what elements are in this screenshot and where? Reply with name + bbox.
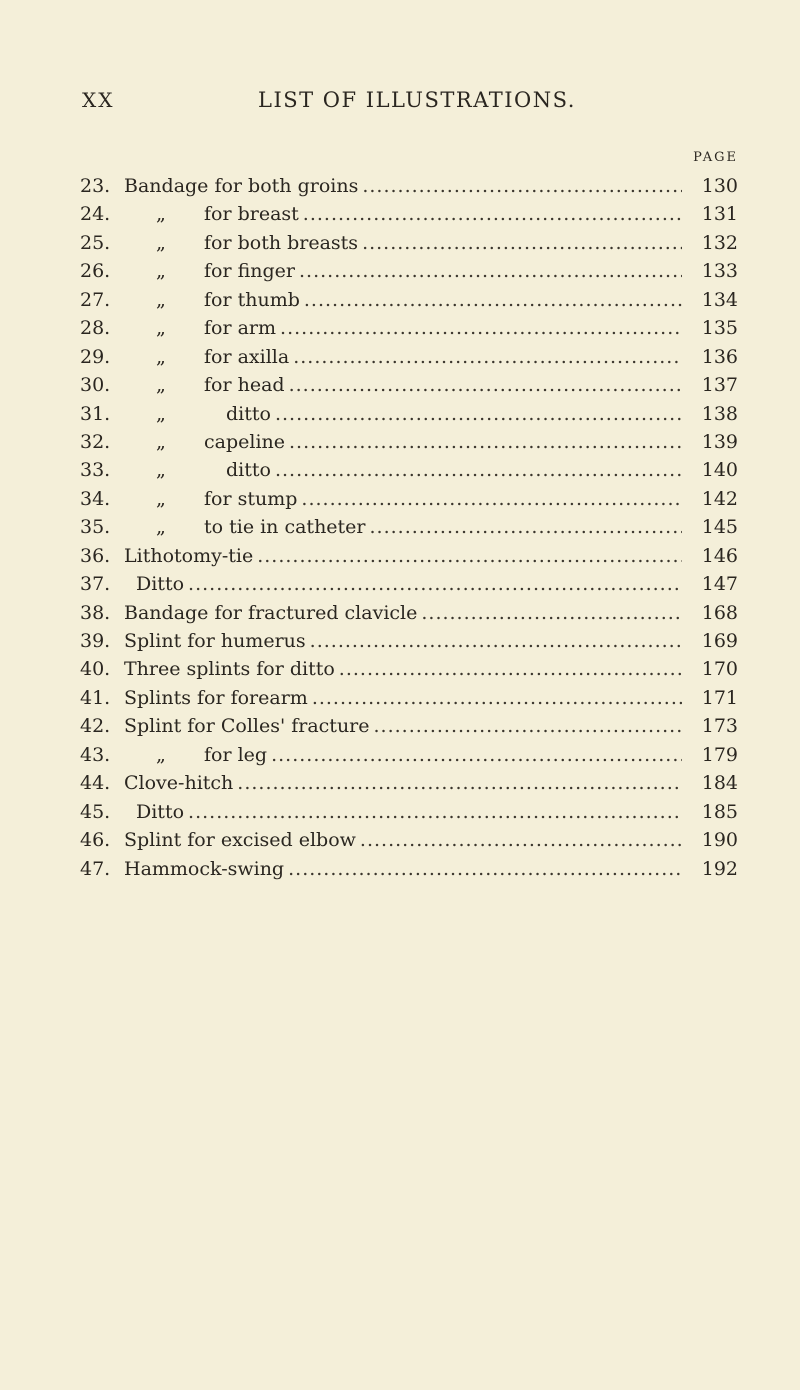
figure-number: 47. — [80, 857, 111, 880]
entry-text: for head — [204, 374, 285, 397]
dot-leader — [289, 428, 682, 456]
page-number: 190 — [701, 829, 738, 852]
page-number: 131 — [701, 203, 738, 226]
entry-text: Bandage for both groins — [124, 175, 359, 197]
figure-number: 42. — [80, 715, 111, 738]
page-number: 142 — [701, 487, 738, 510]
ditto-mark: „ — [156, 203, 166, 226]
entry-title — [156, 286, 688, 314]
illustrations-list — [0, 172, 800, 883]
list-item — [0, 684, 800, 712]
entry-title — [156, 371, 688, 399]
list-item — [0, 314, 800, 342]
list-item — [0, 371, 800, 399]
list-item — [0, 542, 800, 570]
entry-title — [124, 172, 688, 200]
ditto-mark: „ — [156, 231, 166, 254]
page-number: 184 — [701, 772, 738, 795]
entry-title — [124, 684, 688, 712]
figure-number: 27. — [80, 288, 111, 311]
list-item — [0, 599, 800, 627]
entry-text: Clove-hitch — [124, 772, 234, 795]
figure-number: 25. — [80, 231, 111, 254]
dot-leader — [188, 798, 682, 826]
entry-text: ditto — [226, 402, 271, 425]
figure-number: 38. — [80, 601, 111, 624]
dot-leader — [275, 400, 682, 428]
page-number: 173 — [701, 715, 738, 738]
entry-text: for thumb — [204, 288, 300, 311]
dot-leader — [370, 513, 682, 541]
page-number: 138 — [701, 402, 738, 425]
page-number: 133 — [701, 260, 738, 283]
page-number: 147 — [701, 573, 738, 596]
entry-text: ditto — [226, 459, 271, 482]
dot-leader — [288, 855, 682, 883]
entry-title — [124, 798, 688, 826]
figure-number: 41. — [80, 686, 111, 709]
entry-text: Bandage for fractured clavicle — [124, 601, 418, 624]
list-item — [0, 655, 800, 683]
page-number: 137 — [701, 374, 738, 397]
entry-title — [156, 741, 688, 769]
list-item — [0, 798, 800, 826]
entry-title — [156, 229, 688, 257]
list-item — [0, 257, 800, 285]
dot-leader — [421, 599, 682, 627]
entry-text: Splint for excised elbow — [124, 829, 356, 852]
page-number: 169 — [701, 630, 738, 652]
page-number: 168 — [701, 601, 738, 624]
ditto-mark: „ — [156, 459, 166, 482]
ditto-mark: „ — [156, 288, 166, 311]
running-head — [0, 88, 800, 118]
entry-text: Ditto — [136, 573, 185, 596]
list-item — [0, 741, 800, 769]
list-item — [0, 826, 800, 854]
figure-number: 32. — [80, 430, 111, 453]
list-item — [0, 627, 800, 655]
entry-title — [156, 257, 688, 285]
ditto-mark: „ — [156, 260, 166, 283]
entry-text: Splint for humerus — [124, 630, 306, 652]
entry-title — [156, 200, 688, 228]
entry-title — [124, 826, 688, 854]
entry-text: Splints for forearm — [124, 686, 308, 709]
figure-number: 39. — [80, 630, 111, 652]
figure-number: 28. — [80, 317, 111, 340]
page-number: 170 — [701, 658, 738, 681]
entry-text: Ditto — [136, 800, 185, 823]
entry-title — [124, 855, 688, 883]
dot-leader — [275, 456, 682, 484]
entry-text: for both breasts — [204, 231, 359, 254]
entry-text: to tie in catheter — [204, 516, 366, 539]
entry-title — [156, 343, 688, 371]
page-number: 136 — [701, 345, 738, 368]
ditto-mark: „ — [156, 374, 166, 397]
entry-title — [124, 655, 688, 683]
entry-title — [156, 485, 688, 513]
entry-text: for breast — [204, 203, 299, 226]
entry-text: Lithotomy-tie — [124, 544, 254, 567]
list-item — [0, 286, 800, 314]
dot-leader — [299, 257, 682, 285]
page-number: 145 — [701, 516, 738, 539]
ditto-mark: „ — [156, 516, 166, 539]
list-item — [0, 172, 800, 200]
figure-number: 36. — [80, 544, 111, 567]
entry-title — [124, 542, 688, 570]
entry-title — [156, 314, 688, 342]
page-number: 179 — [701, 743, 738, 766]
list-item — [0, 343, 800, 371]
dot-leader — [374, 712, 682, 740]
figure-number: 44. — [80, 772, 111, 795]
entry-title — [156, 513, 688, 541]
list-item — [0, 200, 800, 228]
entry-text: Splint for Colles' fracture — [124, 715, 370, 738]
dot-leader — [303, 200, 682, 228]
dot-leader — [339, 655, 682, 683]
dot-leader — [360, 826, 682, 854]
dot-leader — [293, 343, 682, 371]
page-number: 146 — [701, 544, 738, 567]
figure-number: 37. — [80, 573, 111, 596]
dot-leader — [301, 485, 682, 513]
entry-text: Hammock-swing — [124, 857, 285, 880]
entry-title — [124, 570, 688, 598]
figure-number: 43. — [80, 743, 111, 766]
entry-text: for arm — [204, 317, 277, 340]
dot-leader — [310, 627, 682, 655]
entry-text: capeline — [204, 430, 286, 453]
page-folio: XX — [82, 88, 115, 112]
page-number: 134 — [701, 288, 738, 311]
list-item — [0, 769, 800, 797]
ditto-mark: „ — [156, 430, 166, 453]
page-title: LIST OF ILLUSTRATIONS. — [258, 88, 576, 112]
list-item — [0, 855, 800, 883]
list-item — [0, 456, 800, 484]
figure-number: 45. — [80, 800, 111, 823]
page-number: 140 — [701, 459, 738, 482]
dot-leader — [271, 741, 682, 769]
entry-text: for axilla — [204, 345, 290, 368]
figure-number: 46. — [80, 829, 111, 852]
list-item — [0, 400, 800, 428]
figure-number: 40. — [80, 658, 111, 681]
list-item — [0, 428, 800, 456]
page-column-heading: PAGE — [693, 150, 738, 165]
ditto-mark: „ — [156, 743, 166, 766]
figure-number: 31. — [80, 402, 111, 425]
entry-text: for leg — [204, 743, 268, 766]
page-number: 132 — [701, 231, 738, 254]
figure-number: 33. — [80, 459, 111, 482]
dot-leader — [280, 314, 682, 342]
list-item — [0, 712, 800, 740]
entry-title — [156, 400, 688, 428]
figure-number: 23. — [80, 175, 111, 197]
entry-title — [124, 627, 688, 655]
entry-title — [156, 428, 688, 456]
ditto-mark: „ — [156, 345, 166, 368]
dot-leader — [237, 769, 682, 797]
entry-text: Three splints for ditto — [124, 658, 335, 681]
entry-title — [124, 769, 688, 797]
figure-number: 30. — [80, 374, 111, 397]
page-number: 185 — [701, 800, 738, 823]
dot-leader — [312, 684, 682, 712]
figure-number: 34. — [80, 487, 111, 510]
page-number: 192 — [701, 857, 738, 880]
list-item — [0, 229, 800, 257]
ditto-mark: „ — [156, 317, 166, 340]
figure-number: 29. — [80, 345, 111, 368]
entry-text: for stump — [204, 487, 298, 510]
figure-number: 24. — [80, 203, 111, 226]
figure-number: 26. — [80, 260, 111, 283]
list-item — [0, 485, 800, 513]
page-number: 171 — [701, 686, 738, 709]
list-item — [0, 513, 800, 541]
dot-leader — [188, 570, 682, 598]
ditto-mark: „ — [156, 487, 166, 510]
entry-text: for finger — [204, 260, 295, 283]
dot-leader — [362, 172, 682, 200]
entry-title — [124, 712, 688, 740]
page-number: 130 — [701, 175, 738, 197]
page-number: 139 — [701, 430, 738, 453]
entry-title — [124, 599, 688, 627]
figure-number: 35. — [80, 516, 111, 539]
page-number: 135 — [701, 317, 738, 340]
list-item — [0, 570, 800, 598]
entry-title — [156, 456, 688, 484]
dot-leader — [304, 286, 682, 314]
dot-leader — [289, 371, 682, 399]
ditto-mark: „ — [156, 402, 166, 425]
dot-leader — [257, 542, 682, 570]
dot-leader — [362, 229, 682, 257]
